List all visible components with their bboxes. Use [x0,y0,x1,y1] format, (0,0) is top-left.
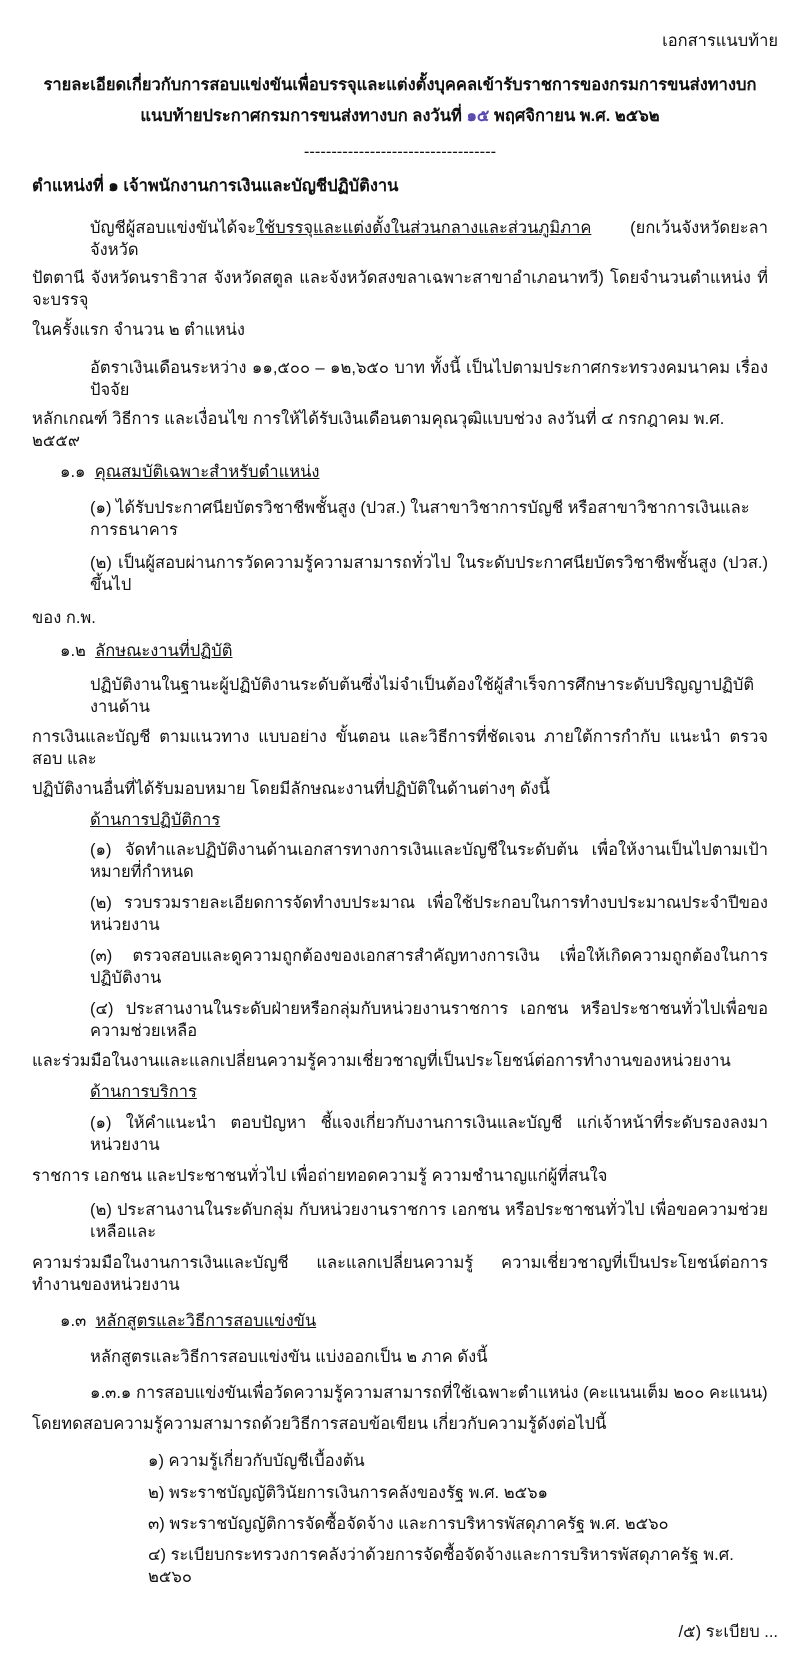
continuation-note: /๕) ระเบียบ ... [678,1623,778,1641]
title-line-1: รายละเอียดเกี่ยวกับการสอบแข่งขันเพื่อบรรจุและแต่งตั้งบุคคลเข้ารับราชการของกรมการขนส่งทางบก [43,76,757,94]
section-title: ลักษณะงานที่ปฏิบัติ [95,642,233,660]
title-divider: ----------------------------------- [303,143,497,161]
title-line-2-post: พฤศจิกายน พ.ศ. ๒๕๖๒ [494,107,660,125]
duties-line2: การเงินและบัญชี ตามแนวทาง แบบอย่าง ขั้นตอน และวิธีการที่ชัดเจน ภายใต้การกำกับ แนะนำ ตรวจสอบ และ [32,728,768,768]
exam-topic: ๔) ระเบียบกระทรวงการคลังว่าด้วยการจัดซื้อจัดจ้างและการบริหารพัสดุภาครัฐ พ.ศ. ๒๕๖๐ [148,1546,734,1586]
qualification-2-cont: ของ ก.พ. [32,609,96,627]
section-number: ๑.๒ [60,642,86,660]
section-title: หลักสูตรและวิธีการสอบแข่งขัน [95,1312,317,1330]
services-item: (๑) ให้คำแนะนำ ตอบปัญหา ชี้แจงเกี่ยวกับงานการเงินและบัญชี แก่เจ้าหน้าที่ระดับรองลงมาหน่วยงาน [90,1114,768,1154]
title-line-2 [32,105,768,127]
operations-item: (๒) รวบรวมรายละเอียดการจัดทำงบประมาณ เพื่อใช้ประกอบในการทำงบประมาณประจำปีของหน่วยงาน [90,894,768,934]
intro-p1-a: บัญชีผู้สอบแข่งขันได้จะ [90,219,256,237]
intro-p1-line1 [90,217,768,261]
intro-p2-line1: อัตราเงินเดือนระหว่าง ๑๑,๕๐๐ – ๑๒,๖๕๐ บาท ทั้งนี้ เป็นไปตามประกาศกระทรวงคมนาคม เรื่อง ปัจจัย [90,359,768,399]
intro-p1-b: (ยกเว้นจังหวัดยะลา จังหวัด [90,219,768,259]
intro-p1-line3: ในครั้งแรก จำนวน ๒ ตำแหน่ง [32,321,245,339]
duties-line1: ปฏิบัติงานในฐานะผู้ปฏิบัติงานระดับต้นซึ่งไม่จำเป็นต้องใช้ผู้สำเร็จการศึกษาระดับปริญญาปฏิบัติงานด้าน [90,676,755,716]
operations-item: (๔) ประสานงานในระดับฝ่ายหรือกลุ่มกับหน่วยงานราชการ เอกชน หรือประชาชนทั่วไปเพื่อขอความช่วยเหลือ [90,1000,768,1040]
exam-topic: ๒) พระราชบัญญัติวินัยการเงินการคลังของรัฐ พ.ศ. ๒๕๖๑ [148,1484,549,1502]
section-title: คุณสมบัติเฉพาะสำหรับตำแหน่ง [94,463,320,481]
position-heading: ตำแหน่งที่ ๑ เจ้าพนักงานการเงินและบัญชีปฏิบัติงาน [32,177,399,195]
exam-1-3-1-line1: ๑.๓.๑ การสอบแข่งขันเพื่อวัดความรู้ความสามารถที่ใช้เฉพาะตำแหน่ง (คะแนนเต็ม ๒๐๐ คะแนน) [90,1384,768,1402]
section-1-1-heading [60,461,768,483]
services-item-cont: ราชการ เอกชน และประชาชนทั่วไป เพื่อถ่ายทอดความรู้ ความชำนาญแก่ผู้ที่สนใจ [32,1167,608,1185]
intro-p1-line2: ปัตตานี จังหวัดนราธิวาส จังหวัดสตูล และจังหวัดสงขลาเฉพาะสาขาอำเภอนาทวี) โดยจำนวนตำแหน่ง ที่จะบรรจุ [32,269,768,309]
section-number: ๑.๓ [60,1312,87,1330]
section-number: ๑.๑ [60,463,86,481]
services-heading: ด้านการบริการ [90,1083,197,1101]
qualification-1: (๑) ได้รับประกาศนียบัตรวิชาชีพชั้นสูง (ปวส.) ในสาขาวิชาการบัญชี หรือสาขาวิชาการเงินและการธนาคาร [90,499,750,539]
title-line-2-pre: แนบท้ายประกาศกรมการขนส่งทางบก ลงวันที่ [140,107,462,125]
operations-item-cont: และร่วมมือในงานและแลกเปลี่ยนความรู้ความเชี่ยวชาญที่เป็นประโยชน์ต่อการทำงานของหน่วยงาน [32,1052,731,1070]
exam-topic: ๑) ความรู้เกี่ยวกับบัญชีเบื้องต้น [148,1452,365,1470]
section-1-3-heading [60,1310,768,1332]
duties-line3: ปฏิบัติงานอื่นที่ได้รับมอบหมาย โดยมีลักษณะงานที่ปฏิบัติในด้านต่างๆ ดังนี้ [32,780,550,798]
services-item: (๒) ประสานงานในระดับกลุ่ม กับหน่วยงานราชการ เอกชน หรือประชาชนทั่วไป เพื่อขอความช่วยเหลือและ [90,1201,768,1241]
operations-heading: ด้านการปฏิบัติการ [90,811,221,829]
exam-topic: ๓) พระราชบัญญัติการจัดซื้อจัดจ้าง และการบริหารพัสดุภาครัฐ พ.ศ. ๒๕๖๐ [148,1515,669,1533]
exam-1-3-1-line2: โดยทดสอบความรู้ความสามารถด้วยวิธีการสอบข้อเขียน เกี่ยวกับความรู้ดังต่อไปนี้ [32,1415,607,1433]
title-date-day: ๑๕ [466,107,490,125]
operations-item: (๓) ตรวจสอบและดูความถูกต้องของเอกสารสำคัญทางการเงิน เพื่อให้เกิดความถูกต้องในการปฏิบัติงาน [90,947,768,987]
exam-intro: หลักสูตรและวิธีการสอบแข่งขัน แบ่งออกเป็น ๒ ภาค ดังนี้ [90,1348,488,1366]
intro-p2-line2: หลักเกณฑ์ วิธีการ และเงื่อนไข การให้ได้รับเงินเดือนตามคุณวุฒิแบบช่วง ลงวันที่ ๔ กรกฎาคม พ.ศ. ๒๕๕๙ [32,410,725,450]
header-label: เอกสารแนบท้าย [662,32,778,50]
operations-item: (๑) จัดทำและปฏิบัติงานด้านเอกสารทางการเงินและบัญชีในระดับต้น เพื่อให้งานเป็นไปตามเป้าหมายที่กำหนด [90,841,768,881]
qualification-2: (๒) เป็นผู้สอบผ่านการวัดความรู้ความสามารถทั่วไป ในระดับประกาศนียบัตรวิชาชีพชั้นสูง (ปวส.) ขึ้นไป [90,554,768,594]
section-1-2-heading [60,640,768,662]
intro-p1-underlined: ใช้บรรจุและแต่งตั้งในส่วนกลางและส่วนภูมิภาค [255,219,592,237]
services-item-cont: ความร่วมมือในงานการเงินและบัญชี และแลกเปลี่ยนความรู้ ความเชี่ยวชาญที่เป็นประโยชน์ต่อการทำงานของหน่วยงาน [32,1254,768,1294]
